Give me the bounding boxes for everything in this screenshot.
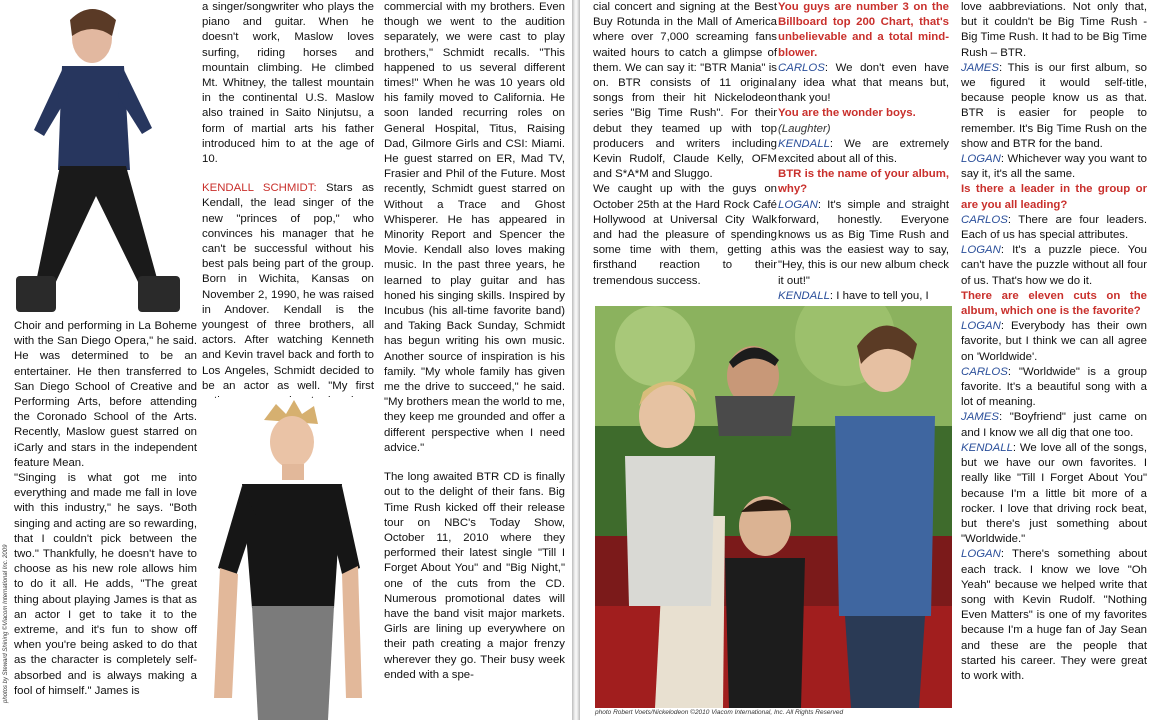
left-page bbox=[0, 0, 572, 720]
col3-paragraph-1: commercial with my brothers. Even though we went to the audition separately, we were cast to play brothers," Schmidt recalls. "This happened to us several different times!" When he was 10 years old his family moved to California. He soon landed recurring roles on General Hospital, Titus, Raising Dad, Gilmore Girls and CSI: Miami. He guest starred on ER, Mad TV, Frasier and Phil of the Future. Most recently, Schmidt guest starred on Without a Trace and Ghost Whisperer. He has appeared in Minority Report and Spencer the Movie. Kendall also loves making music. In the past three years, he learned to play guitar and has honed his singing skills. Inspired by Incubus (his all-time favorite band) and Taking Back Sunday, Schmidt has begun writing his own music. Another source of inspiration is his family. "My whole family has given me the drive to succeed," he said. "My brothers mean the world to me, they keep me grounded and offer a different perspective when I need advice." bbox=[384, 1, 565, 454]
question-2: You are the wonder boys. bbox=[778, 107, 916, 120]
speaker-label: KENDALL bbox=[778, 137, 830, 150]
answer-13: LOGAN: There's something about each track. I know we love "Oh Yeah" because we helped write that song with Kevin Rudolf. "Nothing Even Matters" is one of my favorites because I'm a huge fan of Jay Sean and these are the people that started his career. They were great to work with. bbox=[961, 548, 1147, 682]
answer-11: JAMES: "Boyfriend" just came on and I know we all dig that one too. bbox=[961, 411, 1147, 439]
left-col-1 bbox=[14, 319, 197, 699]
right-col-1 bbox=[593, 0, 777, 289]
col1-paragraph-1: Choir and performing in La Boheme with the San Diego Opera," he said. He was determined to be an entertainer. He then transferred to San Diego School of Creative and Performing Arts, before attending the Coronado School of the Arts. Recently, Maslow guest starred on iCarly and stars in the independent feature Mean. bbox=[14, 320, 197, 469]
answer-7: CARLOS: There are four leaders. Each of us has special attributes. bbox=[961, 213, 1147, 242]
col2-paragraph-1: a singer/songwriter who plays the piano and guitar. When he doesn't work, Maslow loves surfing, riding horses and mountain climbing. He climbed Mt. Whitney, the tallest mountain in the continental U.S. Maslow also trained in Saito Ninjutsu, a form of martial arts his father introduced him to at the age of 10. bbox=[202, 1, 374, 166]
speaker-label: JAMES bbox=[961, 61, 999, 74]
laughter-note: (Laughter) bbox=[778, 122, 831, 135]
speaker-label: KENDALL bbox=[778, 289, 830, 302]
left-col-3 bbox=[384, 0, 565, 683]
col3-paragraph-2: The long awaited BTR CD is finally out to the delight of their fans. Big Time Rush kicked off their release tour on NBC's Today Show, October 11, 2010 where they performed their latest single "Till I Forget About You" and "Big Night," one of the cuts from the CD. Numerous promotional dates will have the band visit major markets. Girls are lining up everywhere on their path creating a major frenzy wherever they go. Their busy week ended with a spe- bbox=[384, 471, 565, 681]
col2-paragraph-2-text: Stars as Kendall, the lead singer of the new "princes of pop," who convinces his manager that he can't be successful without his best pals being part of the group. Born in Wichita, Kansas on November 2, 1990, he was raised in Andover. Kendall is the youngest of three brothers, all actors. After watching Kenneth and Kevin travel back and forth to Los Angeles, Schmidt decided to be an actor as well. "My first bbox=[202, 182, 374, 392]
speaker-label: CARLOS bbox=[961, 365, 1008, 378]
answer-8: LOGAN: It's a puzzle piece. You can't have the puzzle without all four of us. That's how we do it. bbox=[961, 244, 1147, 287]
group-photo-credit: photo Robert Voets/Nickelodeon ©2010 Viacom International, Inc. All Rights Reserved bbox=[595, 709, 844, 716]
answer-1: CARLOS: We don't even have any idea what that means but, thank you! bbox=[778, 61, 949, 105]
speaker-label: KENDALL bbox=[961, 441, 1013, 454]
answer-9: LOGAN: Everybody has their own favorite, but I think we can all agree on 'Worldwide'. bbox=[961, 320, 1147, 363]
speaker-label: LOGAN bbox=[961, 320, 1001, 333]
question-3: BTR is the name of your album, why? bbox=[778, 168, 949, 196]
answer-4: KENDALL: I have to tell you, I bbox=[778, 289, 929, 302]
speaker-label: LOGAN bbox=[961, 244, 1001, 257]
speaker-label: LOGAN bbox=[778, 198, 818, 211]
speaker-label: CARLOS bbox=[778, 61, 825, 74]
kendall-kicker: KENDALL SCHMIDT: bbox=[202, 182, 317, 195]
question-4: Is there a leader in the group or are you all leading? bbox=[961, 183, 1147, 211]
col2-paragraph-2 bbox=[202, 181, 374, 424]
answer-5: JAMES: This is our first album, so we figured it would self-title, because people know us as that. BTR is easier for people to remember. It's Big Time Rush on the show and BTR for the band. bbox=[961, 61, 1147, 150]
left-photo-credit: photos by Steward Shining ©Viacom International Inc. 2009 bbox=[3, 544, 9, 703]
answer-4-continued: love aabbreviations. Not only that, but it couldn't be Big Time Rush - Big Time Rush. It had to be Big Time Rush – BTR. bbox=[961, 1, 1147, 59]
question-1: You guys are number 3 on the Billboard top 200 Chart, that's unbelievable and a total mind-blower. bbox=[778, 1, 949, 59]
answer-3: LOGAN: It's simple and straight forward, honestly. Everyone knows us as Big Time Rush and this was the easiest way to say, "Hey, this is our new album check it out!" bbox=[778, 198, 949, 287]
photo-group-btr bbox=[595, 306, 952, 708]
answer-10: CARLOS: "Worldwide" is a group favorite. It's a beautiful song with a lot of meaning. bbox=[961, 365, 1147, 409]
speaker-label: JAMES bbox=[961, 411, 999, 424]
speaker-label: CARLOS bbox=[961, 213, 1008, 226]
speaker-label: LOGAN bbox=[961, 153, 1001, 166]
right-col-3 bbox=[961, 0, 1147, 684]
left-col-2 bbox=[202, 0, 374, 424]
question-5: There are eleven cuts on the album, which one is the favorite? bbox=[961, 289, 1147, 318]
right-page bbox=[580, 0, 1152, 720]
photo-kendall-schmidt bbox=[202, 398, 374, 720]
answer-6: LOGAN: Whichever way you want to say it, it's all the same. bbox=[961, 153, 1147, 181]
right-col1-paragraph-2: We caught up with the guys on October 25th at the Hard Rock Café Hollywood at Universal City Walk and had the pleasure of spending some time with them, getting a firsthand reaction to their tremendous success. bbox=[593, 183, 777, 287]
page-gutter bbox=[572, 0, 580, 720]
answer-2: KENDALL: We are extremely excited about all of this. bbox=[778, 137, 949, 166]
speaker-label: LOGAN bbox=[961, 548, 1001, 561]
answer-12: KENDALL: We love all of the songs, but we have our own favorites. I really like "Till I Forget About You" because I'm a little bit more of a rocker. I love that driving rock beat, but there's just something about "Worldwide." bbox=[961, 441, 1147, 546]
right-col1-paragraph-1: cial concert and signing at the Best Buy Rotunda in the Mall of America where over 7,000 screaming fans waited hours to catch a glimpse of them. We can say it: "BTR Mania" is on. BTR consists of 11 original songs from their hit Nickelodeon series "Big Time Rush". For their debut they teamed up with top producers and writers including Kevin Rudolf, Claude Kelly, OFM and S*A*M and Sluggo. bbox=[593, 1, 777, 181]
right-col-2 bbox=[778, 0, 949, 304]
col1-paragraph-2: "Singing is what got me into everything and made me fall in love with this industry," he says. "Both singing and acting are so rewarding, that I couldn't pick between the two." Thankfully, he doesn't have to choose as his new role allows him to do it all. He adds, "The great thing about playing James is that as an actor I get to take it to the extreme, and it's fun to show off when you're being asked to do that as the character is completely self-absorbed and is always making a fool of himself." James is bbox=[14, 472, 197, 697]
photo-james-maslow bbox=[0, 0, 206, 318]
